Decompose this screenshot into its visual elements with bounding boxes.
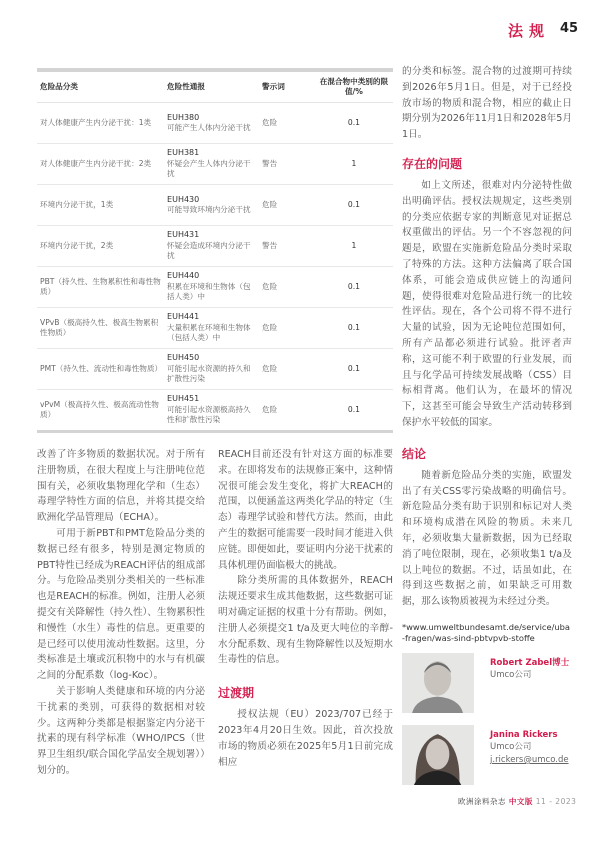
euh-code: EUH381 — [167, 148, 200, 158]
left-column — [37, 447, 205, 779]
author-company: Umco公司 — [490, 670, 532, 681]
col-header: 在混合物中类别的限值/% — [315, 70, 393, 103]
page-number: 45 — [560, 21, 579, 36]
table-header-row — [37, 70, 393, 103]
signal-word: 危险 — [259, 103, 315, 144]
hazard-statement — [164, 349, 259, 390]
right-area — [402, 64, 577, 807]
table-row — [37, 226, 393, 267]
paragraph: 可用于新PBT和PMT危险品分类的数据已经有很多，特别是测定物质的PBT特性已经成为REACH评估的组成部分。与危险品类别分类相关的一些标准也是REACH的标准。例如，注册人必须提交有关降解性（持久性）、生物累积性和慢性（水生）毒性的信息。更重要的是已经可以使用流动性数据。这里，分类标准是土壤或沉积物中的水与有机碳之间的分配系数（log-Koc）。 — [37, 527, 205, 682]
heading-conclusion: 结论 — [402, 446, 427, 461]
concentration-limit: 0.1 — [315, 349, 393, 390]
table-row — [37, 267, 393, 308]
hazard-statement — [164, 226, 259, 267]
table-row — [37, 390, 393, 432]
footer — [458, 796, 577, 807]
author-block — [402, 653, 572, 713]
hazard-statement — [164, 185, 259, 226]
hazard-statement — [164, 390, 259, 432]
table-row — [37, 349, 393, 390]
section-title: 法规 — [508, 22, 551, 40]
hazard-category: VPvB（极高持久性、极高生物累积性物质） — [37, 308, 164, 349]
author-info — [490, 657, 569, 682]
statement-text: 怀疑会产生人体内分泌干扰 — [167, 158, 251, 179]
concentration-limit: 1 — [315, 144, 393, 185]
hazard-class-table — [37, 68, 393, 433]
concentration-limit: 0.1 — [315, 267, 393, 308]
reference-note: *www.umweltbundesamt.de/service/uba-fragen/was-sind-pbtvpvb-stoffe — [402, 621, 570, 644]
signal-word: 危险 — [259, 308, 315, 349]
hazard-category: 环境内分泌干扰，1类 — [37, 185, 164, 226]
euh-code: EUH441 — [167, 312, 200, 322]
signal-word: 危险 — [259, 267, 315, 308]
paragraph: 的分类和标签。混合物的过渡期可持续到2026年5月1日。但是，对于已经投放市场的物质和混合物，相应的截止日期分别为2026年11月1日和2028年5月1日。 — [402, 66, 572, 141]
euh-code: EUH450 — [167, 353, 200, 363]
paragraph: REACH目前还没有针对这方面的标准要求。在即将发布的法规修正案中，这种情况很可能会发生变化，将扩大REACH的范围，以便涵盖这两类化学品的特定（生态）毒理学试验和替代方法。然而，由此产生的数据可能需要一段时间才能进入供应链。即便如此，要证明内分泌干扰素的具体机理仍面临极大的挑战。 — [218, 449, 393, 571]
col-header: 危险品分类 — [37, 70, 164, 103]
statement-text: 可能导致环境内分泌干扰 — [167, 205, 251, 214]
statement-text: 积累在环境和生物体（包括人类）中 — [167, 281, 251, 302]
hazard-category: PMT（持久性、流动性和毒性物质） — [37, 349, 164, 390]
statement-text: 可能引起水资源的持久和扩散性污染 — [167, 363, 251, 384]
hazard-statement — [164, 308, 259, 349]
signal-word: 危险 — [259, 185, 315, 226]
heading-transition: 过渡期 — [218, 686, 255, 701]
author-name: Janina Rickers — [490, 729, 558, 740]
paragraph: 授权法规（EU）2023/707已经于2023年4月20日生效。因此，首次投放市场的物质必须在2025年5月1日前完成相应 — [218, 709, 393, 768]
author-name: Robert Zabel博士 — [490, 657, 570, 668]
euh-code: EUH451 — [167, 394, 200, 404]
author-company: Umco公司 — [490, 742, 532, 753]
hazard-category: PBT（持久性、生物累积性和毒性物质） — [37, 267, 164, 308]
paragraph: 如上文所述，很难对内分泌特性做出明确评估。授权法规规定，这些类别的分类应依据专家的判断意见对证据总权重做出的评估。另一个不容忽视的问题是，欧盟在实施新危险品分类时采取了特殊的方法。这种方法偏离了联合国体系，可能会造成供应链上的沟通问题，使得很难对危险品进行统一的比较性评估。现在，各个公司将不得不进行大量的试验，因为无论吨位范围如何，所有产品都必须进行试验。批评者声称，这可能不利于欧盟的行业发展，而且与化学品可持续发展战略（CSS）目标相背离。他们认为，在最坏的情况下，这甚至可能会导致生产活动转移到保护水平较低的国家。 — [402, 179, 572, 428]
euh-code: EUH430 — [167, 194, 200, 204]
heading-issues: 存在的问题 — [402, 156, 463, 171]
table-row — [37, 185, 393, 226]
euh-code: EUH431 — [167, 230, 200, 240]
statement-text: 怀疑会造成环境内分泌干扰 — [167, 240, 251, 261]
hazard-category: 环境内分泌干扰，2类 — [37, 226, 164, 267]
euh-code: EUH380 — [167, 112, 200, 122]
concentration-limit: 0.1 — [315, 185, 393, 226]
paragraph: 除分类所需的具体数据外，REACH法规还要求生成其他数据，这些数据可证明对确定证据的权重十分有帮助。例如，注册人必须提交1 t/a及更大吨位的辛醇-水分配系数、现有生物降解性以及短期水生毒性的信息。 — [218, 575, 393, 666]
table-row — [37, 103, 393, 144]
concentration-limit: 0.1 — [315, 390, 393, 432]
hazard-category: 对人体健康产生内分泌干扰：1类 — [37, 103, 164, 144]
author-photo — [402, 725, 474, 785]
col-header: 危险性通报 — [164, 70, 259, 103]
concentration-limit: 1 — [315, 226, 393, 267]
magazine-name: 欧洲涂料杂志 — [458, 796, 506, 806]
paragraph: 关于影响人类健康和环境的内分泌干扰素的类别，可获得的数据相对较少。这两种分类都是根据鉴定内分泌干扰素的现有科学标准（WHO/IPCS（世界卫生组织/联合国化学品安全规划署））划分的。 — [37, 685, 205, 776]
signal-word: 危险 — [259, 349, 315, 390]
edition-label: 中文版 — [508, 796, 533, 806]
author-email-link[interactable]: j.rickers@umco.de — [490, 754, 569, 765]
concentration-limit: 0.1 — [315, 103, 393, 144]
paragraph: 改善了许多物质的数据状况。对于所有注册物质，在很大程度上与注册吨位范围有关，必须收集物理化学和（生态）毒理学特性方面的信息，并将其提交给欧洲化学品管理局（ECHA）。 — [37, 449, 205, 524]
body-columns — [37, 447, 393, 779]
paragraph: 随着新危险品分类的实施，欧盟发出了有关CSS零污染战略的明确信号。新危险品分类有助于识别和标记对人类和环境构成潜在风险的物质。未来几年，必须收集大量新数据，因为已经取消了吨位限制，现在，必须收集1 t/a及以上吨位的数据。不过，话虽如此，在得到这些数据之前，如果缺乏可用数据，那么该物质被视为未经过分类。 — [402, 469, 572, 608]
hazard-statement — [164, 267, 259, 308]
author-block — [402, 725, 572, 785]
concentration-limit: 0.1 — [315, 308, 393, 349]
hazard-category: 对人体健康产生内分泌干扰：2类 — [37, 144, 164, 185]
author-info — [490, 729, 569, 767]
statement-text: 可能产生人体内分泌干扰 — [167, 123, 251, 132]
table-row — [37, 308, 393, 349]
euh-code: EUH440 — [167, 271, 200, 281]
issue-number: 11 - 2023 — [535, 796, 577, 806]
statement-text: 可能引起水资源极高持久性和扩散性污染 — [167, 404, 251, 425]
statement-text: 大量积累在环境和生物体（包括人类）中 — [167, 322, 251, 343]
right-column — [402, 64, 572, 610]
middle-column — [218, 447, 393, 779]
col-header: 警示词 — [259, 70, 315, 103]
signal-word: 警告 — [259, 144, 315, 185]
hazard-category: vPvM（极高持久性、极高流动性物质） — [37, 390, 164, 432]
author-photo — [402, 653, 474, 713]
signal-word: 危险 — [259, 390, 315, 432]
signal-word: 警告 — [259, 226, 315, 267]
left-area — [37, 68, 393, 779]
hazard-statement — [164, 103, 259, 144]
table-row — [37, 144, 393, 185]
hazard-statement — [164, 144, 259, 185]
